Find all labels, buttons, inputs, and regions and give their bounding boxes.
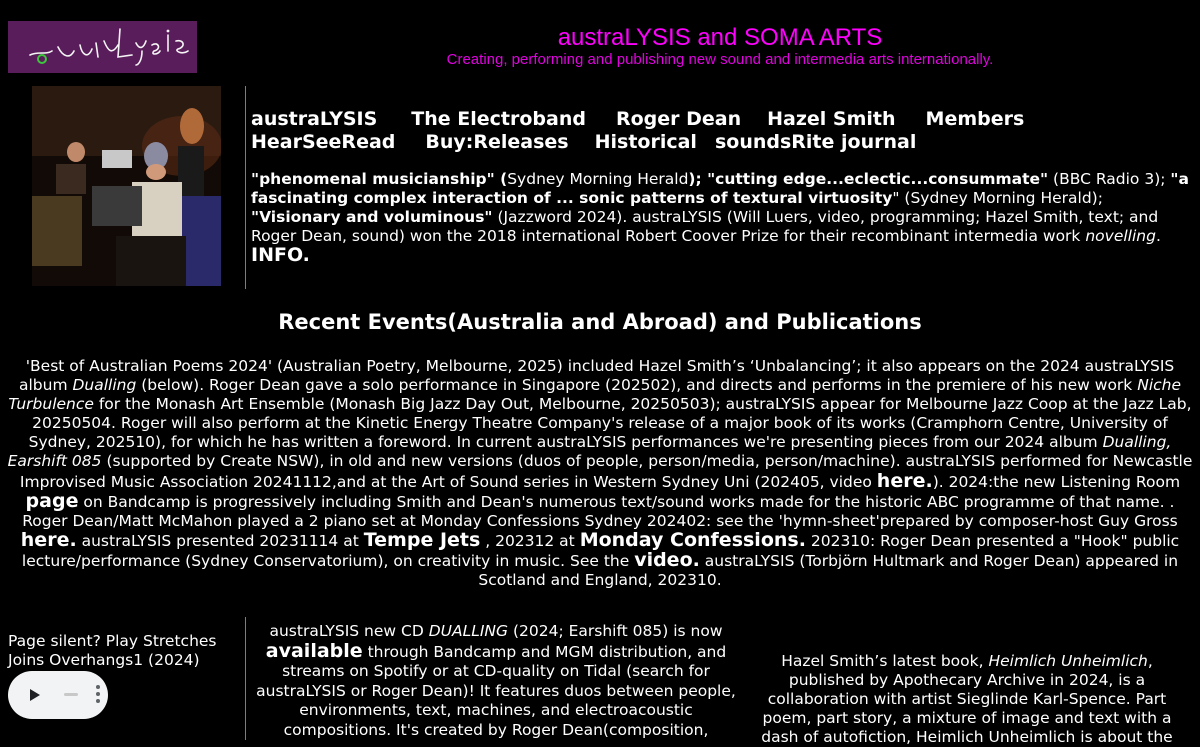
- nav-hearseeread[interactable]: HearSeeRead: [251, 131, 396, 153]
- quote-1-source: Sydney Morning Herald: [507, 170, 689, 188]
- top-divider: [245, 86, 246, 289]
- cd-title: DUALLING: [428, 622, 509, 640]
- site-tagline: Creating, performing and publishing new sound and intermedia arts internationally.: [446, 51, 994, 68]
- tempe-jets-link[interactable]: Tempe Jets: [363, 528, 481, 551]
- events-italic-2: Niche Turbulence: [8, 376, 1182, 414]
- player-label: Page silent? Play Stretches Joins Overhangs1 (2024): [8, 632, 217, 669]
- nav-historical[interactable]: Historical: [594, 131, 697, 153]
- nav-roger-dean[interactable]: Roger Dean: [615, 108, 742, 130]
- more-options-icon[interactable]: [96, 685, 100, 705]
- nav-soundsrite-journal[interactable]: soundsRite journal: [714, 131, 917, 153]
- events-text-8: , 202312 at: [480, 531, 580, 550]
- video-here-link[interactable]: here.: [876, 469, 933, 492]
- cd-text-1: austraLYSIS new CD: [269, 622, 429, 640]
- quote-3: "a fascinating complex interaction of ... sonic patterns of textural virtuosity: [251, 170, 1189, 207]
- cd-available-link[interactable]: available: [265, 639, 363, 662]
- audio-player: [8, 671, 108, 719]
- hymn-sheet-here-link[interactable]: here.: [20, 528, 77, 551]
- bottom-divider: [245, 617, 246, 740]
- book-text-2: , published by Apothecary Archive in 2024, is a collaboration with artist Sieglinde Karl-Spence. Part poem, part story, a mixture of image and text with a dash of autofiction, Heimlich Unheimlich is about the: [761, 652, 1173, 746]
- intro-body: (Jazzword 2024). austraLYSIS (Will Luers, video, programming; Hazel Smith, text; and Roger Dean, sound) won the 2018 international Robert Coover Prize for their recombinant intermedia work: [251, 208, 1159, 245]
- events-text-10: austraLYSIS (Torbjörn Hultmark and Roger Dean) appeared in Scotland and England, 202310.: [478, 551, 1179, 590]
- nav-electroband[interactable]: The Electroband: [411, 108, 586, 130]
- book-text-1: Hazel Smith’s latest book,: [781, 652, 989, 670]
- novelling-title: novelling: [1085, 227, 1156, 245]
- nav-hazel-smith[interactable]: Hazel Smith: [767, 108, 896, 130]
- cd-text: [252, 622, 740, 740]
- intro-dot: .: [1155, 227, 1161, 245]
- nav-row-2: [251, 131, 1151, 154]
- events-italic-3: Dualling, Earshift 085: [7, 433, 1172, 471]
- events-italic-1: Dualling: [72, 376, 137, 395]
- events-text-1: 'Best of Australian Poems 2024' (Australian Poetry, Melbourne, 2025) included Hazel Smith’s ‘Unbalancing’; it also appears on the 2024 austraLYSIS album: [18, 357, 1175, 395]
- monday-confessions-link[interactable]: Monday Confessions.: [579, 528, 806, 551]
- events-text-4: (supported by Create NSW), in old and new versions (duos of people, person/media, person/machine). austraLYSIS performed for Newcastle Improvised Music Association 20241112,and at the Art of Sound series in Western Sydney Uni (202405, video: [19, 452, 1193, 491]
- lecture-video-link[interactable]: video.: [634, 548, 700, 571]
- nav-row-1: [251, 108, 1151, 131]
- book-title: Heimlich Unheimlich: [988, 652, 1148, 670]
- cd-text-3: through Bandcamp and MGM distribution, and streams on Spotify or at CD-quality on Tidal (search for austraLYSIS or Roger Dean)! It features duos between people, environments, text, machines, and electroacoustic compositions. It's created by Roger Dean(composition,: [256, 642, 736, 739]
- events-text-9: 202310: Roger Dean presented a "Hook" public lecture/performance (Sydney Conservatorium), on creativity in music. See the: [21, 531, 1180, 570]
- nav-members[interactable]: Members: [925, 108, 1025, 130]
- cd-text-2: (2024; Earshift 085) is now: [508, 622, 723, 640]
- events-text-2: (below). Roger Dean gave a solo performance in Singapore (202502), and directs and performs in the premiere of his new work: [136, 376, 1138, 395]
- logo-graphic: [8, 21, 197, 73]
- volume-slider[interactable]: [64, 693, 78, 696]
- info-link[interactable]: INFO.: [251, 244, 310, 266]
- book-text: [754, 652, 1180, 747]
- events-text-6: on Bandcamp is progressively including Smith and Dean's numerous text/sound works made for the historic ABC programme of that name. . Roger Dean/Matt McMahon played a 2 piano set at Monday Confessions Sydney 202402: see the 'hymn-sheet'prepared by composer-host Guy Gross: [22, 492, 1178, 530]
- quote-1: "phenomenal musicianship" (: [251, 170, 508, 188]
- quote-4: "Visionary and voluminous": [251, 208, 493, 226]
- events-heading: Recent Events(Australia and Abroad) and Publications: [278, 310, 922, 334]
- listening-room-page-link[interactable]: page: [25, 489, 79, 512]
- quote-3-source: " (Sydney Morning Herald);: [892, 189, 1103, 207]
- main-nav: [251, 108, 1151, 154]
- nav-buy-releases[interactable]: Buy:Releases: [425, 131, 569, 153]
- nav-australysis[interactable]: austraLYSIS: [251, 108, 378, 130]
- quote-2-source: (BBC Radio 3);: [1048, 170, 1171, 188]
- performance-photo-graphic: [32, 86, 221, 286]
- site-title: austraLYSIS and SOMA ARTS: [557, 24, 883, 51]
- quote-2: ); "cutting edge...eclectic...consummate": [688, 170, 1049, 188]
- play-icon[interactable]: [28, 686, 42, 704]
- performance-photo: [32, 86, 221, 286]
- events-text-5: ). 2024:the new Listening Room: [932, 472, 1181, 491]
- intro-text: [251, 170, 1191, 266]
- events-text-7: austraLYSIS presented 20231114 at: [76, 531, 364, 550]
- site-logo[interactable]: [8, 21, 197, 73]
- events-text-3: for the Monash Art Ensemble (Monash Big Jazz Day Out, Melbourne, 20250503); austraLYSIS appear for Melbourne Jazz Coop at the Jazz Lab, 20250504. Roger will also perform at the Kinetic Energy Theatre Company's release of a major book of its works (Cramphorn Centre, University of Sydney, 202510), for which he has written a foreword. In current austraLYSIS performances we're presenting pieces from our 2024 album: [28, 395, 1192, 452]
- events-text: [6, 357, 1194, 590]
